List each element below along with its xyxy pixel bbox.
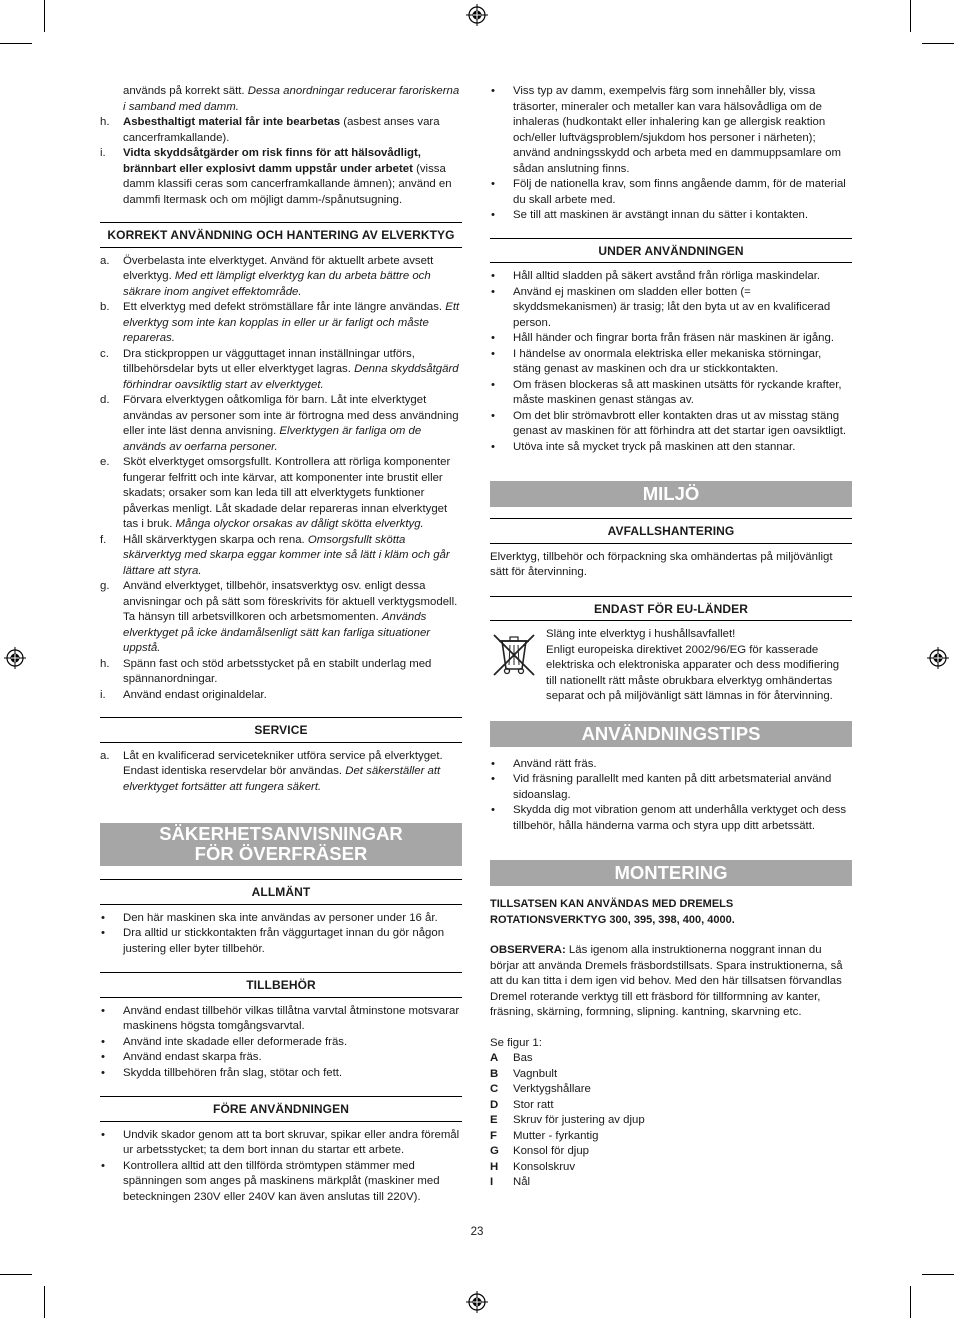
crop-mark (44, 0, 45, 32)
list-item (100, 533, 462, 580)
intro-list (100, 84, 462, 208)
bullet-icon: • (491, 757, 495, 770)
observera-label: OBSERVERA: (490, 944, 566, 956)
bullet-icon: • (491, 285, 495, 298)
bullet-item (490, 269, 852, 285)
section-header-eu: ENDAST FÖR EU-LÄNDER (490, 596, 852, 622)
bullet-text: Skydda tillbehören från slag, stötar och fett. (123, 1066, 343, 1079)
section-header-fore: FÖRE ANVÄNDNINGEN (100, 1096, 462, 1122)
bullet-item (490, 285, 852, 332)
part-name: Stor ratt (513, 1098, 554, 1111)
section-header-korrekt: KORREKT ANVÄNDNING OCH HANTERING AV ELVERKTYG (100, 222, 462, 248)
tillbehor-list (100, 1004, 462, 1082)
bullet-icon: • (101, 1066, 105, 1079)
item-italic-text: Denna skyddsåtgärd förhindrar oavsiktlig start av elverktyget. (123, 363, 459, 391)
bullet-text: Se till att maskinen är avstängt innan du sätter i kontakten. (513, 209, 809, 221)
crop-mark (44, 1286, 45, 1318)
bullet-item (490, 803, 852, 834)
bullet-item (490, 84, 852, 177)
item-text: används på korrekt sätt. (123, 85, 248, 97)
part-letter: C (490, 1083, 499, 1095)
crop-mark (922, 43, 954, 44)
item-text: (asbest anses vara cancerframkallande). (123, 116, 440, 144)
bullet-icon: • (491, 773, 495, 785)
bullet-item (100, 911, 462, 927)
list-item (100, 579, 462, 657)
part-name: Konsol för djup (513, 1145, 589, 1157)
part-item (490, 1051, 852, 1067)
bullet-text: Undvik skador genom att ta bort skruvar, spikar eller andra föremål ur arbetsstycket; ta dem bort innan du startar ett arbete. (123, 1128, 460, 1156)
bullet-icon: • (491, 178, 495, 190)
item-label: i. (100, 147, 106, 159)
left-column (100, 84, 462, 1205)
item-text: Förvara elverktygen oåtkomliga för barn. Låt inte elverktyget användas av personer som inte är förtrogna med dess användning eller inte läst denna anvisning. (123, 394, 459, 437)
item-label: a. (100, 749, 110, 762)
part-letter: A (490, 1052, 499, 1064)
bullet-text: Skydda dig mot vibration genom att underhålla verktyget och dess tillbehör, hålla händerna varma och styra upp ditt arbetssätt. (513, 804, 847, 832)
bullet-item (490, 378, 852, 409)
list-item (100, 688, 462, 704)
bullet-icon: • (101, 1051, 105, 1063)
item-text: Låt en kvalificerad servicetekniker utföra service på elverktyget. Endast identiska reservdelar bör användas. (123, 749, 443, 777)
part-letter: G (490, 1145, 499, 1157)
bullet-text: Kontrollera alltid att den tillförda strömtypen stämmer med spänningen som anges på maskinens märkplåt (maskiner med beteckningen 230V eller 240V kan även anslutas till 220V). (123, 1159, 440, 1203)
allmant-list (100, 911, 462, 958)
bullet-item (100, 1066, 462, 1082)
part-name: Mutter - fyrkantig (513, 1129, 599, 1142)
section-header-avfall: AVFALLSHANTERING (490, 518, 852, 544)
banner-safety (100, 823, 462, 866)
list-item (100, 455, 462, 533)
bullet-text: Håll alltid sladden på säkert avstånd från rörliga maskindelar. (513, 270, 821, 282)
bullet-icon: • (101, 1159, 105, 1172)
bullet-text: Håll händer och fingrar borta från fräsen när maskinen är igång. (513, 332, 835, 344)
banner-tips: ANVÄNDNINGSTIPS (490, 721, 852, 747)
bullet-icon: • (101, 1035, 105, 1048)
bullet-text: Utöva inte så mycket tryck på maskinen att den stannar. (513, 440, 796, 453)
bullet-text: Använd endast tillbehör vilkas tillåtna varvtal åtminstone motsvarar maskinens högsta tomgångsvarvtal. (123, 1004, 460, 1032)
part-name: Nål (513, 1176, 531, 1188)
bullet-text: Om fräsen blockeras så att maskinen utsätts för ryckande krafter, måste maskinen genast stängas av. (513, 378, 842, 406)
right-column (490, 84, 852, 1191)
item-italic-text: Dessa anordningar reducerar faroriskerna i samband med damm. (123, 85, 460, 113)
item-label: i. (100, 688, 106, 701)
list-item (100, 300, 462, 347)
crop-mark (0, 1274, 32, 1275)
bullet-item (100, 1035, 462, 1051)
item-italic-text: Elverktygen är farliga om de används av oerfarna personer. (123, 425, 422, 453)
korrekt-list (100, 254, 462, 704)
eu-line: Släng inte elverktyg i hushållsavfallet! (546, 628, 736, 640)
service-list (100, 749, 462, 796)
bullet-icon: • (491, 332, 495, 344)
list-item (100, 254, 462, 301)
bullet-icon: • (491, 270, 495, 282)
part-name: Verktygshållare (513, 1083, 591, 1095)
crop-mark (922, 1274, 954, 1275)
bullet-text: Använd ej maskinen om sladden eller botten (= skyddsmekanismen) är trasig; låt den byta ut av en kvalificerad person. (513, 285, 831, 329)
section-header-allmant: ALLMÄNT (100, 879, 462, 905)
part-item (490, 1082, 852, 1098)
banner-safety-text: SÄKERHETSANVISNINGAR FÖR ÖVERFRÄSER (159, 823, 403, 864)
bullet-item (490, 757, 852, 773)
part-letter: D (490, 1098, 499, 1111)
observera-text: Läs igenom alla instruktionerna noggrant innan du börjar att använda Dremels fräsbordstillsats. Spara instruktionerna, så att du kan titta i dem igen vid behov. Med den här tillsatsen förvandlas Dremel roterande verktyg till ett fräsbord för tillformning av kanter, fräsning, skärning, formning, slipning. kantning, skarvning etc. (490, 944, 843, 1018)
bullet-item (490, 208, 852, 224)
list-item (100, 393, 462, 455)
bullet-text: Dra alltid ur stickkontakten från väggurtaget innan du gör någon justering eller byter tillbehör. (123, 927, 445, 955)
bullet-text: Använd inte skadade eller deformerade fräs. (123, 1035, 348, 1048)
dust-list (490, 84, 852, 224)
item-text: Använd endast originaldelar. (123, 688, 267, 701)
bullet-icon: • (491, 440, 495, 453)
bullet-icon: • (101, 1128, 105, 1141)
bullet-text: Använd endast skarpa fräs. (123, 1051, 262, 1063)
registration-crosshair-icon (927, 647, 949, 669)
under-list (490, 269, 852, 455)
part-item (490, 1113, 852, 1129)
part-name: Bas (513, 1052, 533, 1064)
bullet-icon: • (491, 209, 495, 221)
item-label: g. (100, 580, 110, 592)
section-header-service: SERVICE (100, 717, 462, 743)
list-item (100, 146, 462, 208)
part-item (490, 1175, 852, 1191)
list-item (100, 749, 462, 796)
item-italic-text: Med ett lämpligt elverktyg kan du arbeta bättre och säkrare inom angivet effektområde. (123, 270, 431, 298)
bullet-icon: • (101, 927, 105, 939)
bullet-text: I händelse av onormala elektriska eller mekaniska störningar, stäng genast av maskinen och dra ur stickkontakten. (513, 347, 822, 375)
part-name: Vagnbult (513, 1067, 558, 1080)
crop-mark (910, 0, 911, 32)
bullet-text: Viss typ av damm, exempelvis färg som innehåller bly, vissa träsorter, mineraler och metaller kan vara hälsovådliga om de inhaleras (hudkontakt eller inhalering kan ge allergisk reaktion och/eller luftvägsproblem/sjukdom hos personer i närheten); använd andningsskydd och arbeta med en dammuppsamlare om sådan anslutning finns. (513, 85, 841, 175)
eu-line: Enligt europeiska direktivet 2002/96/EG för kasserade elektriska och elektroniska apparater och dess modifiering till nationellt rätt måste obrukbara elverktyg omhändertas separat och på miljövänligt sätt lämnas in för återvinning. (546, 643, 840, 702)
registration-crosshair-icon (4, 647, 26, 669)
part-item (490, 1160, 852, 1176)
bullet-icon: • (101, 911, 105, 924)
bullet-text: Den här maskinen ska inte användas av personer under 16 år. (123, 911, 438, 924)
part-letter: F (490, 1129, 497, 1142)
part-letter: B (490, 1067, 499, 1080)
part-item (490, 1129, 852, 1145)
bullet-item (490, 772, 852, 803)
fore-list (100, 1128, 462, 1206)
part-letter: E (490, 1114, 498, 1126)
item-text: Använd elverktyget, tillbehör, insatsverktyg osv. enligt dessa anvisningar och på sätt som föreskrivits för aktuell verktygsmodell. Ta hänsyn till arbetsvillkoren och arbetsmomenten. (123, 580, 458, 623)
item-text: Ett elverktyg med defekt strömställare får inte längre användas. (123, 301, 446, 313)
part-letter: H (490, 1160, 499, 1173)
avfall-text: Elverktyg, tillbehör och förpackning ska omhändertas på miljövänligt sätt för återvinning. (490, 550, 833, 578)
item-italic-text: Det säkerställer att elverktyget fortsätter att fungera säkert. (123, 765, 441, 793)
registration-crosshair-icon (466, 4, 488, 26)
item-text: (vissa damm klassifi ceras som cancerframkallande ämnen); använd en dammfi ltermask och om möjligt damm-/spånutsugning. (123, 162, 452, 206)
bullet-item (100, 926, 462, 957)
crop-mark (0, 43, 32, 44)
crossed-out-wheelie-bin-icon (490, 627, 540, 705)
bullet-text: Om det blir strömavbrott eller kontakten dras ut av misstag stäng genast av maskinen för att förhindra att det startar igen oavsiktligt. (513, 409, 847, 437)
bullet-item (490, 331, 852, 347)
item-text: Håll skärverktygen skarpa och rena. (123, 533, 308, 546)
banner-miljo: MILJÖ (490, 481, 852, 507)
item-label: e. (100, 456, 110, 468)
part-item (490, 1067, 852, 1083)
item-italic-text: Ett elverktyg som inte kan kopplas in eller ur är farligt och måste repareras. (123, 301, 460, 344)
item-label: d. (100, 394, 110, 406)
item-label: a. (100, 254, 110, 267)
bullet-icon: • (101, 1004, 105, 1017)
eu-text (540, 627, 852, 705)
part-name: Skruv för justering av djup (513, 1114, 645, 1126)
weee-block (490, 627, 852, 705)
montering-compat: TILLSATSEN KAN ANVÄNDAS MED DREMELS ROTATIONSVERKTYG 300, 395, 398, 400, 4000. (490, 898, 735, 926)
tips-list (490, 757, 852, 835)
part-letter: I (490, 1176, 494, 1188)
item-text: Sköt elverktyget omsorgsfullt. Kontrollera att rörliga komponenter fungerar felfritt och inte kärvar, att komponenter inte brustit eller skadats; orsaker som kan leda till att elverktygets funktioner påverkas menligt. Låt skadade delar repareras innan elverktyget tas i bruk. (123, 456, 451, 530)
item-label: f. (100, 533, 107, 546)
bullet-text: Följ de nationella krav, som finns angående damm, för de material du skall arbete med. (513, 178, 846, 206)
item-text: Spänn fast och stöd arbetsstycket på en stabilt underlag med spännanordningar. (123, 657, 432, 685)
item-label: c. (100, 347, 109, 360)
part-item (490, 1144, 852, 1160)
bullet-item (100, 1159, 462, 1206)
bullet-text: Använd rätt fräs. (513, 757, 597, 770)
part-item (490, 1098, 852, 1114)
item-italic-text: Många olyckor orsakas av dåligt skötta elverktyg. (175, 518, 424, 530)
item-label: b. (100, 301, 110, 313)
bullet-item (490, 440, 852, 456)
parts-list (490, 1051, 852, 1191)
list-item (100, 347, 462, 394)
item-bold-text: Asbesthaltigt material får inte bearbetas (123, 116, 341, 128)
bullet-item (490, 177, 852, 208)
part-name: Konsolskruv (513, 1160, 576, 1173)
banner-montering: MONTERING (490, 860, 852, 886)
se-figur: Se figur 1: (490, 1036, 542, 1049)
bullet-icon: • (491, 409, 495, 422)
item-label: h. (100, 116, 110, 128)
bullet-item (100, 1050, 462, 1066)
item-italic-text: Används elverktyget på icke ändamålsenligt sätt kan farliga situationer uppstå. (123, 611, 431, 654)
section-header-tillbehor: TILLBEHÖR (100, 972, 462, 998)
section-header-under: UNDER ANVÄNDNINGEN (490, 238, 852, 264)
bullet-icon: • (491, 378, 495, 391)
bullet-item (100, 1004, 462, 1035)
bullet-item (490, 347, 852, 378)
registration-crosshair-icon (466, 1291, 488, 1313)
item-label: h. (100, 657, 110, 670)
bullet-icon: • (491, 804, 495, 816)
bullet-icon: • (491, 85, 495, 97)
bullet-item (490, 409, 852, 440)
crop-mark (910, 1286, 911, 1318)
item-text: Överbelasta inte elverktyget. Använd för aktuellt arbete avsett elverktyg. (123, 254, 434, 282)
bullet-item (100, 1128, 462, 1159)
observera-paragraph (490, 943, 852, 1021)
bullet-text: Vid fräsning parallellt med kanten på ditt arbetsmaterial använd sidoanslag. (513, 773, 832, 801)
list-item (100, 657, 462, 688)
list-item (100, 84, 462, 115)
item-italic-text: Omsorgsfullt skötta skärverktyg med skarpa eggar kommer inte så lätt i kläm och går lättare att styra. (123, 533, 450, 577)
bullet-icon: • (491, 347, 495, 360)
list-item (100, 115, 462, 146)
item-bold-text: Vidta skyddsåtgärder om risk finns för att hälsovådligt, brännbart eller explosivt damm uppstår under arbetet (123, 147, 421, 175)
item-text: Dra stickproppen ur vägguttaget innan inställningar utförs, tillbehörsdelar byts ut eller elverktyget lagras. (123, 347, 415, 375)
page-number: 23 (470, 1226, 484, 1238)
